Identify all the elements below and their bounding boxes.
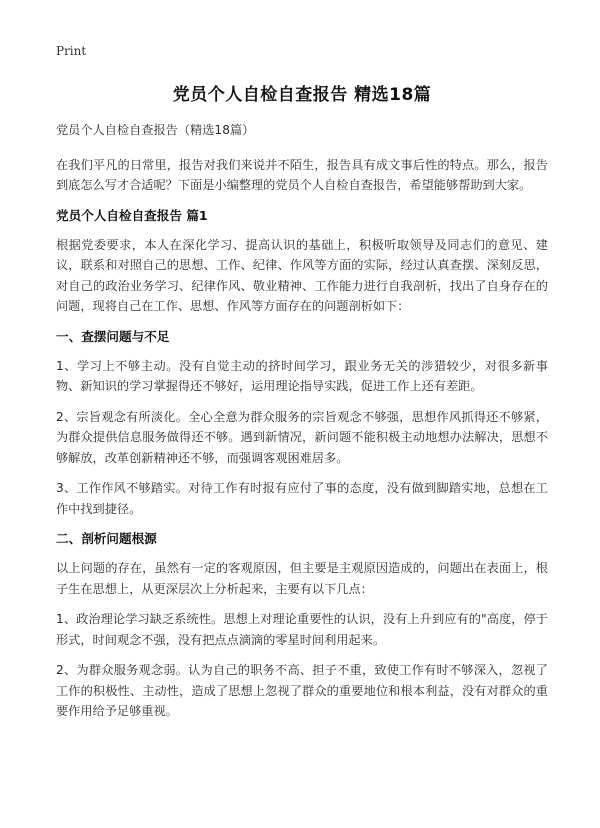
print-link[interactable]: Print — [56, 44, 87, 58]
document-body — [56, 120, 548, 732]
list-item: 2、为群众服务观念弱。认为自己的职务不高、担子不重，致使工作有时不够深入，忽视了工作的积极性、主动性，造成了思想上忽视了群众的重要地位和根本利益，没有对群众的重要作用给予足够重视。 — [56, 663, 548, 718]
list-item: 3、工作作风不够踏实。对待工作有时报有应付了事的态度，没有做到脚踏实地，总想在工作中找到捷径。 — [56, 481, 548, 516]
part-two-heading: 二、剖析问题根源 — [56, 531, 157, 546]
section-intro-paragraph: 根据党委要求，本人在深化学习、提高认识的基础上，积极听取领导及同志们的意见、建议，联系和对照自己的思想、工作、纪律、作风等方面的实际，经过认真查摆、深刻反思，对自己的政治业务学习、纪律作风、敬业精神、工作能力进行自我剖析，找出了自身存在的问题，现将自己在工作、思想、作风等方面存在的问题剖析如下： — [56, 237, 548, 313]
section-heading: 党员个人自检自查报告 篇1 — [56, 207, 208, 223]
list-item: 1、学习上不够主动。没有自觉主动的挤时间学习，跟业务无关的涉猎较少，对很多新事物、新知识的学习掌握得还不够好，运用理论指导实践，促进工作上还有差距。 — [56, 358, 548, 393]
intro-paragraph: 在我们平凡的日常里，报告对我们来说并不陌生，报告具有成文事后性的特点。那么，报告到底怎么写才合适呢？下面是小编整理的党员个人自检自查报告，希望能够帮助到大家。 — [56, 157, 548, 192]
page-title: 党员个人自检自查报告 精选18篇 — [172, 85, 432, 105]
list-item: 1、政治理论学习缺乏系统性。思想上对理论重要性的认识，没有上升到应有的"高度，停于形式，时间观念不强，没有把点点滴滴的零星时间利用起来。 — [56, 612, 548, 647]
document-subtitle: 党员个人自检自查报告（精选18篇） — [56, 123, 255, 137]
part-one-heading: 一、查摆问题与不足 — [56, 328, 170, 344]
list-item: 2、宗旨观念有所淡化。全心全意为群众服务的宗旨观念不够强，思想作风抓得还不够紧，为群众提供信息服务做得还不够。遇到新情况，新问题不能积极主动地想办法解决，思想不够解放，改革创新精神还不够，而强调客观困难居多。 — [56, 409, 548, 465]
part-two-intro-paragraph: 以上问题的存在，虽然有一定的客观原因，但主要是主观原因造成的，问题出在表面上，根子生在思想上，从更深层次上分析起来，主要有以下几点： — [56, 561, 548, 596]
